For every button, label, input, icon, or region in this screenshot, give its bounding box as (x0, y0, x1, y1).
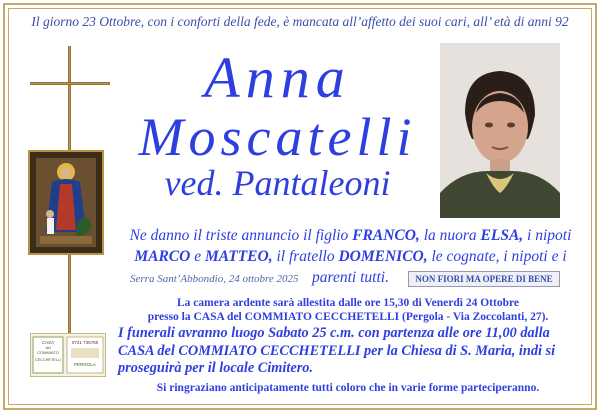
chapel-line: La camera ardente sarà allestita dalle ore 15,30 di Venerdì 24 Ottobre (177, 297, 519, 309)
logo-text: COMMIATO (37, 350, 59, 355)
logo-city: PERGOLA (74, 362, 96, 367)
first-name: Anna (204, 45, 351, 110)
brother-name: DOMENICO, (338, 248, 428, 265)
chapel-info (108, 296, 588, 324)
madonna-icon-image (28, 150, 104, 255)
intro-line: Il giorno 23 Ottobre, con i conforti della fede, è mancata all’affetto dei suoi cari, all’ età di anni 92 (31, 14, 569, 29)
funeral-info: I funerali avranno luogo Sabato 25 c.m. con partenza alle ore 11,00 dalla CASA del COMMIATO CECCHETELLI per la Chiesa di S. Maria, indi si proseguirà per il locale Cimitero. (118, 325, 556, 376)
thanks-line: Si ringraziano anticipatamente tutti coloro che in varie forme parteciperanno. (156, 382, 540, 394)
logo-phone: 0721 735755 (71, 340, 99, 345)
last-name: Moscatelli (138, 107, 417, 167)
logo-text: CECCHETELLI (34, 358, 62, 362)
son-name: FRANCO, (352, 227, 420, 244)
funeral-home-logo (30, 333, 106, 377)
deceased-portrait (440, 43, 560, 218)
place-date: Serra Sant’Abbondio, 24 ottobre 2025 (130, 273, 299, 285)
announcement-text: Ne danno il triste annuncio il figlio FRANCO, la nuora ELSA, i nipoti MARCO e MATTEO, il fratello DOMENICO, le cognate, i nipoti e i parenti tutti. (129, 227, 572, 286)
daughter-in-law-name: ELSA, (480, 227, 524, 244)
grandchild-name: MATTEO, (204, 248, 273, 265)
no-flowers-badge: NON FIORI MA OPERE DI BENE (408, 271, 560, 287)
grandchild-name: MARCO (134, 248, 191, 265)
logo-text: CASA (41, 340, 55, 345)
widow-of-name: ved. Pantaleoni (164, 163, 391, 203)
logo-text: del (45, 345, 51, 350)
chapel-line: presso la CASA del COMMIATO CECCHETELLI (Pergola - Via Zoccolanti, 27). (147, 311, 549, 323)
